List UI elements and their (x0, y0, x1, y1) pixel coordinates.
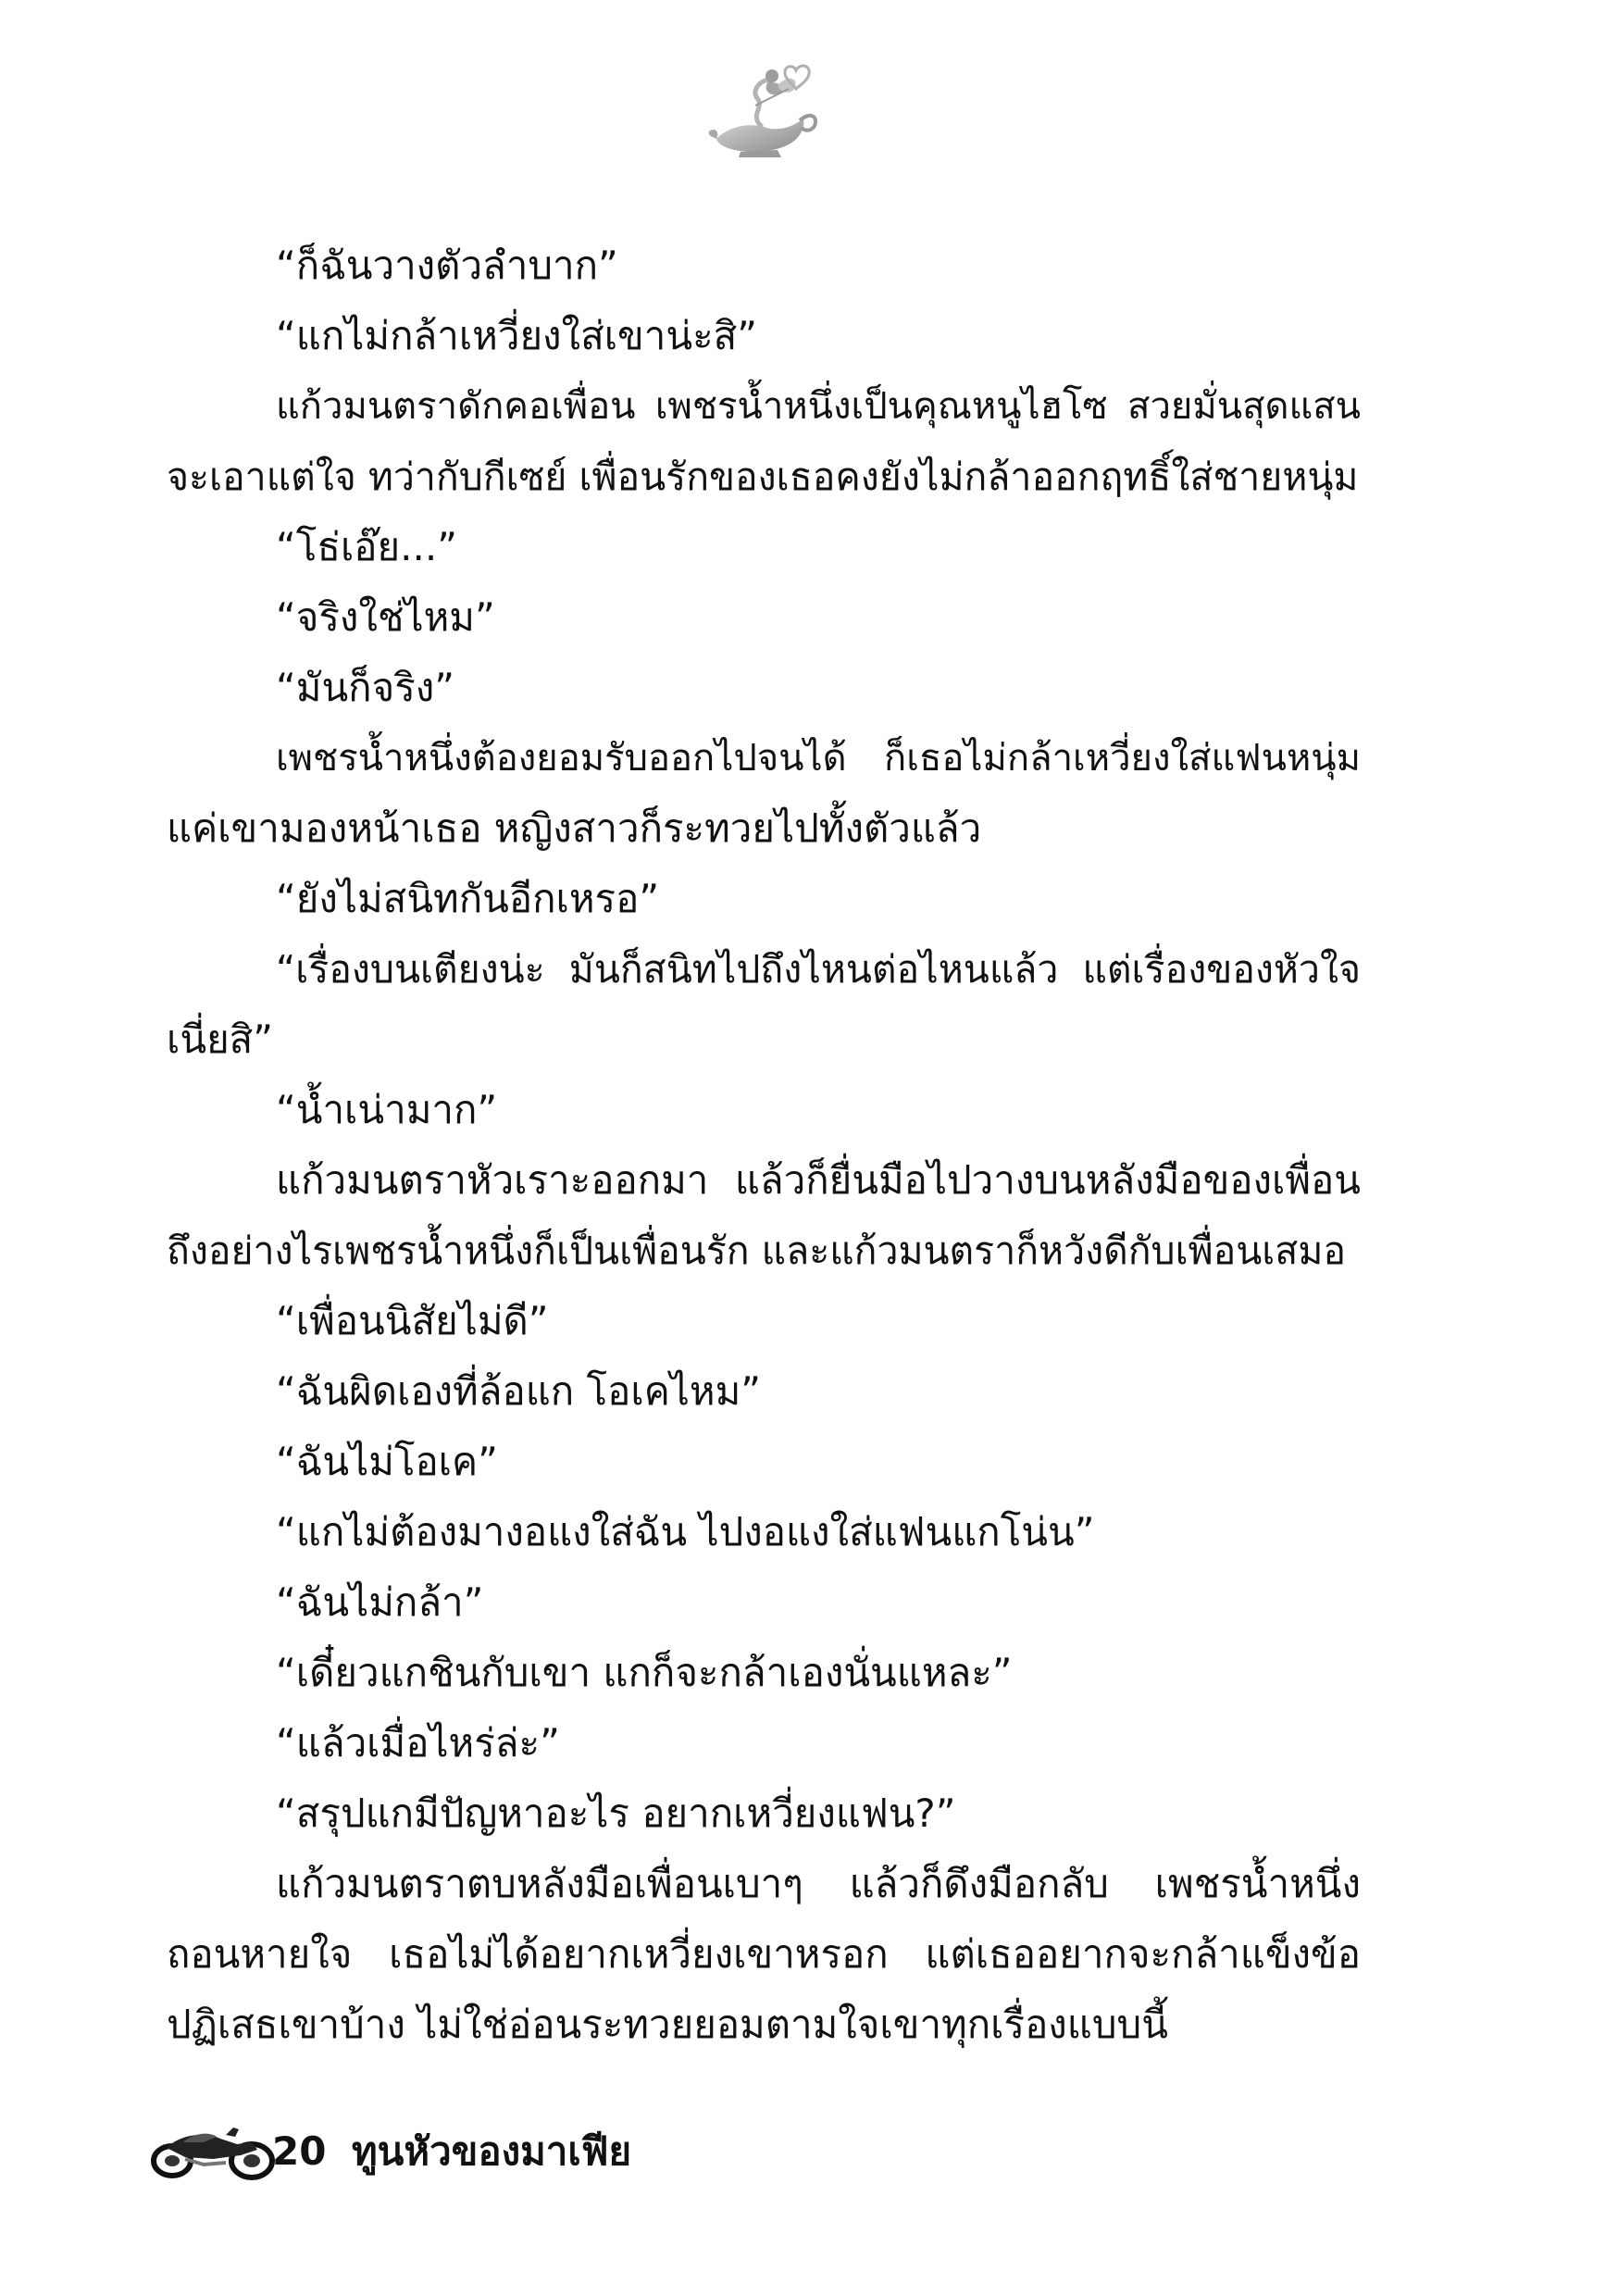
text-line: ปฏิเสธเขาบ้าง ไม่ใช่อ่อนระทวยยอมตามใจเขาทุกเรื่องแบบนี้ (167, 2002, 1168, 2047)
text-line: ถอนหายใจ เธอไม่ได้อยากเหวี่ยงเขาหรอก แต่เธออยากจะกล้าแข็งข้อ (167, 1931, 1361, 1977)
page-footer (148, 2115, 981, 2189)
text-line: “จริงใช่ไหม” (276, 594, 495, 640)
text-line: แค่เขามองหน้าเธอ หญิงสาวก็ระทวยไปทั้งตัวแล้ว (167, 805, 982, 851)
page-number: 20 (272, 2128, 327, 2174)
text-line: “ก็ฉันวางตัวลำบาก” (276, 243, 618, 288)
text-line: “เดี๋ยวแกชินกับเขา แกก็จะกล้าเองนั่นแหละ” (276, 1650, 1013, 1695)
text-line: “มันก็จริง” (276, 665, 455, 710)
text-line: แก้วมนตราหัวเราะออกมา แล้วก็ยื่นมือไปวางบนหลังมือของเพื่อน (276, 1157, 1361, 1203)
text-line: “เรื่องบนเตียงน่ะ มันก็สนิทไปถึงไหนต่อไหนแล้ว แต่เรื่องของหัวใจ (276, 947, 1361, 992)
text-line: แก้วมนตราตบหลังมือเพื่อนเบาๆ แล้วก็ดึงมือกลับ เพชรน้ำหนึ่ง (276, 1861, 1361, 1906)
text-line: เพชรน้ำหนึ่งต้องยอมรับออกไปจนได้ ก็เธอไม่กล้าเหวี่ยงใส่แฟนหนุ่ม (276, 737, 1361, 780)
text-line: “แกไม่กล้าเหวี่ยงใส่เขาน่ะสิ” (276, 313, 758, 358)
cupid-genie-lamp-icon (703, 61, 824, 163)
text-line: “ฉันไม่กล้า” (276, 1579, 484, 1625)
text-line: “น้ำเน่ามาก” (276, 1087, 498, 1132)
text-line: จะเอาแต่ใจ ทว่ากับกีเซย์ เพื่อนรักของเธอคงยังไม่กล้าออกฤทธิ์ใส่ชายหนุ่ม (167, 455, 1359, 499)
text-line: เนี่ยสิ” (167, 1017, 274, 1062)
text-line: “ฉันไม่โอเค” (276, 1439, 498, 1484)
text-line: “เพื่อนนิสัยไม่ดี” (276, 1298, 549, 1343)
text-line: “สรุปแกมีปัญหาอะไร อยากเหวี่ยงแฟน?” (276, 1791, 956, 1836)
motorcycle-icon (148, 2122, 278, 2181)
book-title: ทูนหัวของมาเฟีย (352, 2128, 632, 2174)
text-line: “แกไม่ต้องมางอแงใส่ฉัน ไปงอแงใส่แฟนแกโน่น” (276, 1509, 1095, 1554)
text-line: “โธ่เอ๊ย...” (276, 524, 457, 569)
text-line: “ฉันผิดเองที่ล้อแก โอเคไหม” (276, 1368, 762, 1414)
story-text (167, 231, 1361, 2060)
text-line: ถึงอย่างไรเพชรน้ำหนึ่งก็เป็นเพื่อนรัก และแก้วมนตราก็หวังดีกับเพื่อนเสมอ (167, 1229, 1346, 1273)
text-line: “แล้วเมื่อไหร่ล่ะ” (276, 1720, 560, 1766)
text-line: แก้วมนตราดักคอเพื่อน เพชรน้ำหนึ่งเป็นคุณหนูไฮโซ สวยมั่นสุดแสน (276, 385, 1361, 428)
text-line: “ยังไม่สนิทกันอีกเหรอ” (276, 876, 660, 921)
